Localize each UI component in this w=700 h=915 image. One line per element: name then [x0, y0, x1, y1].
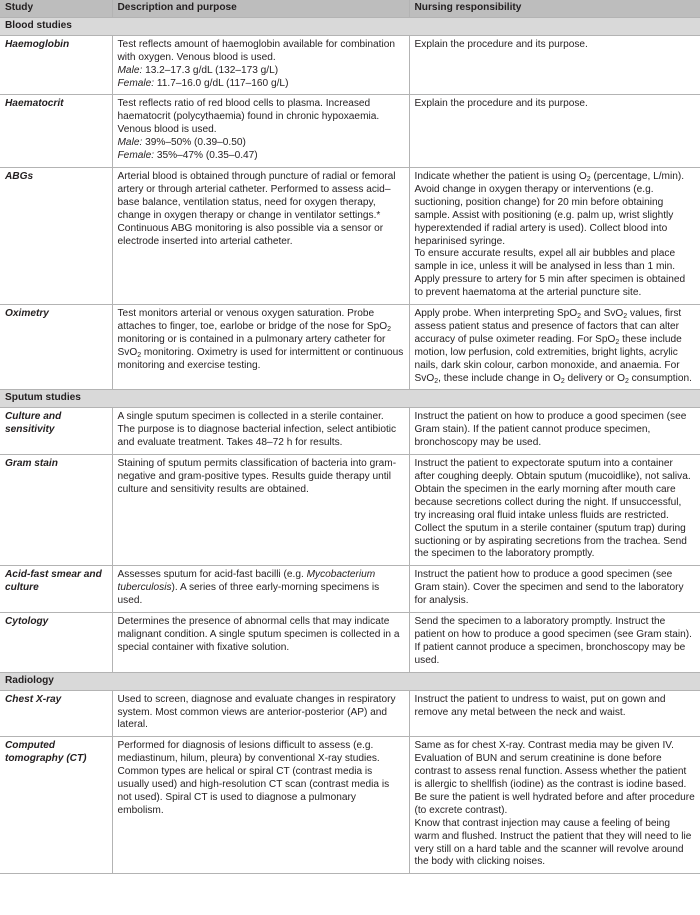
nursing-cell: Apply probe. When interpreting SpO$_2$ and SvO$_2$ values, first assess patient status and presence of factors that can alter accuracy of pulse oximeter reading. For SpO$_2$ these include motion, low perfusion, cold extremities, bright lights, acrylic nails, dark skin colour, carbon monoxide, and anaemia. For SvO$_2$, these include change in $O_2$ delivery or $O_2$ consumption.: [409, 305, 700, 390]
study-name: ABGs: [0, 167, 112, 304]
table-row: [0, 613, 700, 673]
table-row: [0, 737, 700, 874]
nursing-cell: Instruct the patient how to produce a good specimen (see Gram stain). Cover the specimen and send to the laboratory for analysis.: [409, 566, 700, 613]
nursing-text: Apply pressure to artery for 5 min after specimen is obtained to prevent haematoma at the arterial puncture site.: [414, 274, 686, 299]
nursing-cell: [409, 737, 700, 874]
description-cell: Performed for diagnosis of lesions difficult to assess (e.g. mediastinum, hilum, pleura) by conventional X-ray studies. Common types are helical or spiral CT (contrast media is usually used) and high-resolution CT scan (contrast media is not used). Spiral CT is used to diagnose a pulmonary embolism.: [112, 737, 409, 874]
description-cell: [112, 35, 409, 95]
nursing-cell: Send the specimen to a laboratory promptly. Instruct the patient on how to produce a good specimen (see Gram stain). If patient cannot produce a specimen, bronchoscopy may be used.: [409, 613, 700, 673]
table-row: [0, 305, 700, 390]
reference-range-male: Male: 39%–50% (0.39–0.50): [117, 137, 246, 149]
section-radiology: Radiology: [0, 672, 700, 690]
nursing-cell: [409, 167, 700, 304]
table-row: [0, 455, 700, 566]
nursing-text: Know that contrast injection may cause a feeling of being warm and flushed. Instruct the patient that they will need to lie very still on a hard table and the scanner will revolve around the body with clicking noises.: [414, 817, 692, 868]
header-row: [0, 0, 700, 17]
study-name: Haemoglobin: [0, 35, 112, 95]
study-name: Oximetry: [0, 305, 112, 390]
table-row: [0, 408, 700, 455]
table-row: [0, 167, 700, 304]
header-nursing: Nursing responsibility: [409, 0, 700, 17]
section-sputum-studies: Sputum studies: [0, 390, 700, 408]
reference-range-female: Female: 11.7–16.0 g/dL (117–160 g/L): [117, 77, 289, 89]
nursing-cell: Instruct the patient to expectorate sputum into a container after coughing deeply. Obtain sputum (mucoidlike), not saliva. Obtain the specimen in the early morning after mouth care because secretions collect during the night. If unsuccessful, try increasing oral fluid intake unless fluids are restricted. Collect the sputum in a sterile container (sputum trap) during suctioning or by aspirating secretions from the trachea. Send the specimen to the laboratory promptly.: [409, 455, 700, 566]
nursing-cell: Explain the procedure and its purpose.: [409, 95, 700, 168]
table-row: [0, 35, 700, 95]
table-row: [0, 690, 700, 737]
description-text: Test reflects ratio of red blood cells to plasma. Increased haematocrit (polycythaemia) found in chronic hypoxaemia. Venous blood is used.: [117, 98, 380, 136]
header-description: Description and purpose: [112, 0, 409, 17]
description-cell: A single sputum specimen is collected in a sterile container. The purpose is to diagnose bacterial infection, select antibiotic and evaluate treatment. Takes 48–72 h for results.: [112, 408, 409, 455]
study-name: Culture and sensitivity: [0, 408, 112, 455]
nursing-text: To ensure accurate results, expel all air bubbles and place sample in ice, unless it will be analysed in less than 1 min.: [414, 248, 676, 273]
description-cell: Assesses sputum for acid-fast bacilli (e.g. Mycobacterium tuberculosis). A series of three early-morning specimens is used.: [112, 566, 409, 613]
table-row: [0, 566, 700, 613]
header-study: Study: [0, 0, 112, 17]
nursing-text: Indicate whether the patient is using $O_2$ (percentage, L/min). Avoid change in oxygen therapy or interventions (e.g. suctioning, position change) for 20 min before obtaining sample. Assist with positioning (e.g. palm up, wrist slightly hyperextended if radial artery is used). Collect blood into heparinised syringe.: [414, 170, 685, 247]
study-name: Haematocrit: [0, 95, 112, 168]
reference-range-male: Male: 13.2–17.3 g/dL (132–173 g/L): [117, 64, 279, 76]
study-name: Gram stain: [0, 455, 112, 566]
study-name: Acid-fast smear and culture: [0, 566, 112, 613]
nursing-text: Same as for chest X-ray. Contrast media may be given IV. Evaluation of BUN and serum creatinine is done before contrast to assess renal function. Assess whether the patient is allergic to shellfish (iodine) as the contrast is iodine based. Be sure the patient is well hydrated before and after procedure (to excrete contrast).: [414, 740, 695, 816]
description-cell: Staining of sputum permits classification of bacteria into gram-negative and gram-positive types. Results guide therapy until culture and sensitivity results are obtained.: [112, 455, 409, 566]
description-cell: Arterial blood is obtained through puncture of radial or femoral artery or through arterial catheter. Performed to assess acid–base balance, ventilation status, need for oxygen therapy, change in oxygen therapy or change in ventilator settings.* Continuous ABG monitoring is also possible via a sensor or electrode inserted into arterial catheter.: [112, 167, 409, 304]
study-name: Chest X-ray: [0, 690, 112, 737]
section-row: [0, 17, 700, 35]
nursing-cell: Explain the procedure and its purpose.: [409, 35, 700, 95]
section-blood-studies: Blood studies: [0, 17, 700, 35]
section-row: [0, 390, 700, 408]
description-cell: [112, 95, 409, 168]
description-cell: Used to screen, diagnose and evaluate changes in respiratory system. Most common views are anterior-posterior (AP) and lateral.: [112, 690, 409, 737]
reference-range-female: Female: 35%–47% (0.35–0.47): [117, 150, 258, 162]
nursing-cell: Instruct the patient to undress to waist, put on gown and remove any metal between the neck and waist.: [409, 690, 700, 737]
description-cell: Determines the presence of abnormal cells that may indicate malignant condition. A single sputum specimen is collected in a special container with fixative solution.: [112, 613, 409, 673]
description-cell: Test monitors arterial or venous oxygen saturation. Probe attaches to finger, toe, earlobe or bridge of the nose for SpO$_2$ monitoring or is contained in a pulmonary artery catheter for SvO$_2$ monitoring. Oximetry is used for intermittent or continuous monitoring and exercise testing.: [112, 305, 409, 390]
study-name: Cytology: [0, 613, 112, 673]
table-row: [0, 95, 700, 168]
study-name: Computed tomography (CT): [0, 737, 112, 874]
description-text: Test reflects amount of haemoglobin available for combination with oxygen. Venous blood is used.: [117, 38, 395, 63]
nursing-cell: Instruct the patient on how to produce a good specimen (see Gram stain). If the patient cannot produce specimen, bronchoscopy may be used.: [409, 408, 700, 455]
section-row: [0, 672, 700, 690]
